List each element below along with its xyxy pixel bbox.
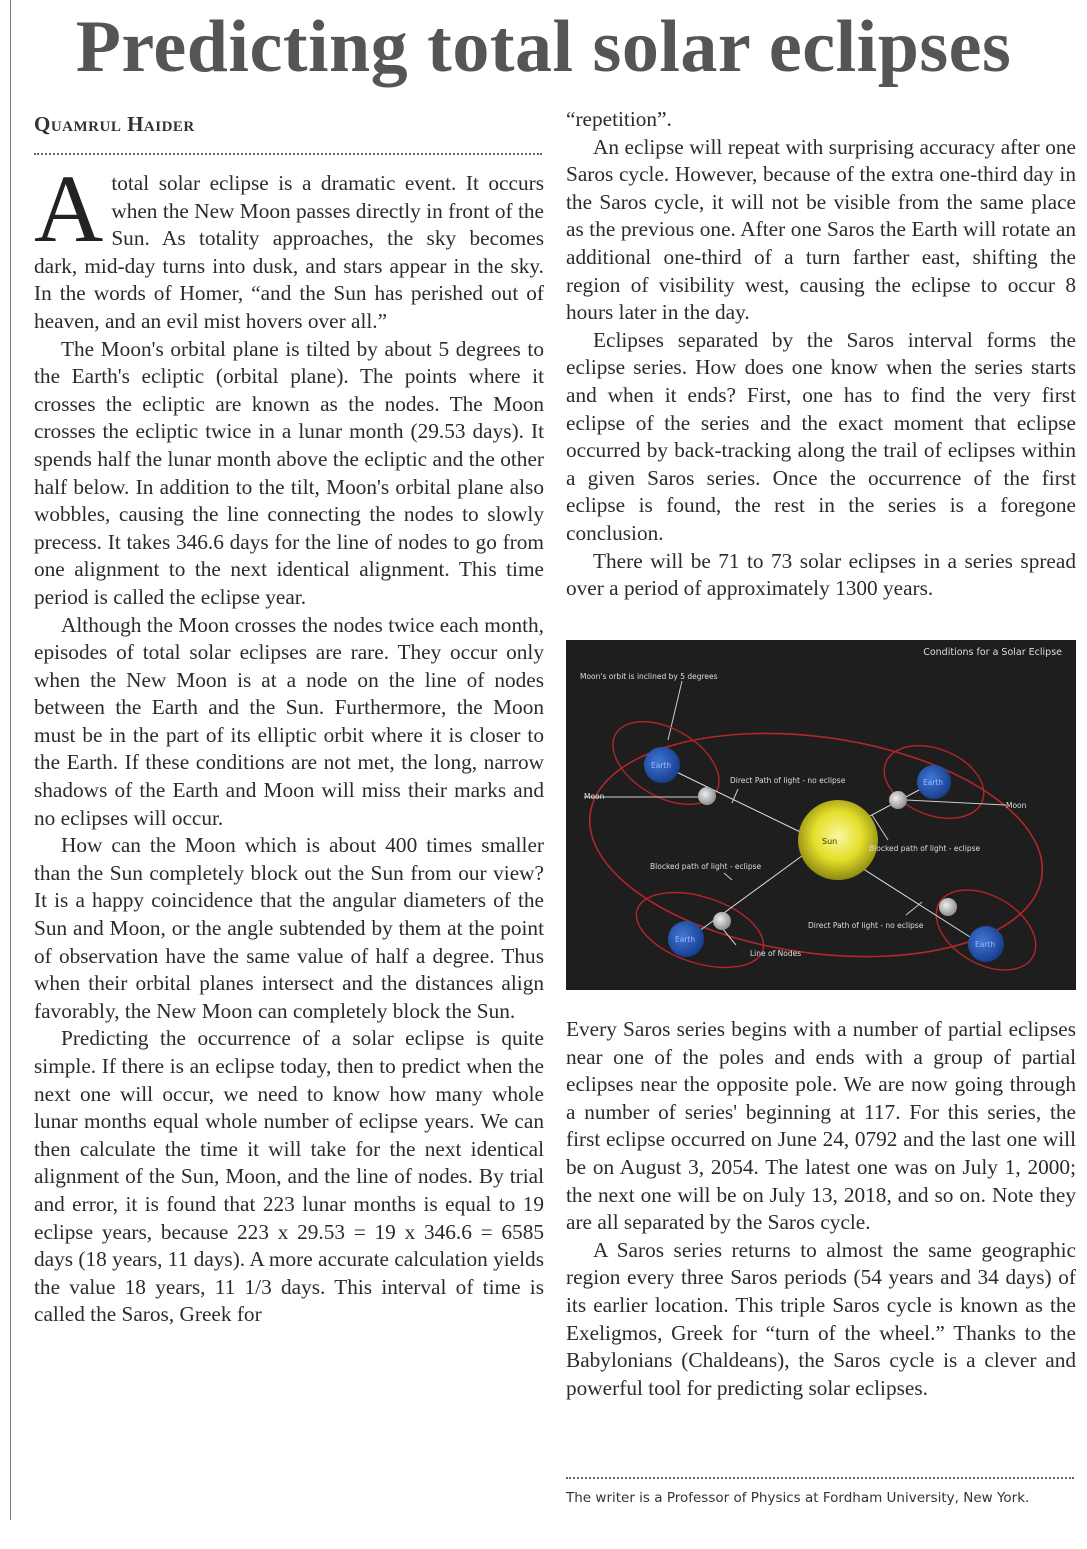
moon-lower-left xyxy=(713,912,731,930)
direct-path-top-label: Direct Path of light - no eclipse xyxy=(730,776,846,785)
paragraph-exeligmos: A Saros series returns to almost the same geographic region every three Saros periods (54 years and 34 days) of its earlier location. This triple Saros cycle is known as the Exeligmos, Greek for “turn of the wheel.” Thanks to the Babylonians (Chaldeans), the Saros cycle is a clever and powerful tool for predicting solar eclipses. xyxy=(566,1237,1076,1400)
earth-label-lower-left: Earth xyxy=(675,935,696,944)
direct-path-bottom-label: Direct Path of light - no eclipse xyxy=(808,921,924,930)
author-byline: Quamrul Haider xyxy=(34,112,195,136)
eclipse-diagram xyxy=(566,640,1076,990)
sun-label: Sun xyxy=(822,837,838,846)
blocked-path-right-label: Blocked path of light - eclipse xyxy=(869,844,981,853)
column-left xyxy=(34,155,544,1329)
paragraph-series-count: There will be 71 to 73 solar eclipses in a series spread over a period of approximately 1300 years. xyxy=(566,548,1076,601)
inclined-orbit-label: Moon's orbit is inclined by 5 degrees xyxy=(580,672,718,681)
moon-lower-right xyxy=(939,898,957,916)
byline-divider xyxy=(34,153,542,155)
moon-upper-right xyxy=(889,791,907,809)
line-of-nodes-label: Line of Nodes xyxy=(750,949,802,958)
paragraph-series-begin: Every Saros series begins with a number of partial eclipses near one of the poles and ends with a group of partial eclipses near the opposite pole. We are now going through a number of series' beginning at 117. For this series, the first eclipse occurred on June 24, 0792 and the last one will be on August 3, 2054. The latest one was on July 1, 2000; the next one will be on July 13, 2018, and so on. Note they are all separated by the Saros cycle. xyxy=(566,1017,1076,1235)
paragraph-intro xyxy=(34,155,544,336)
sun xyxy=(798,800,878,880)
column-right-bottom xyxy=(566,1016,1076,1402)
moon-label-left: Moon xyxy=(584,792,605,801)
diagram-title: Conditions for a Solar Eclipse xyxy=(923,647,1062,658)
paragraph-angular-diameter: How can the Moon which is about 400 times smaller than the Sun completely block out the Sun from our view? It is a happy coincidence that the angular diameters of the Sun and Moon, or the angle subtended by them at the point of observation have the same value of half a degree. Thus when their orbital planes intersect and the distances align favorably, the New Moon can completely block the Sun. xyxy=(34,833,544,1023)
moon-label-right: Moon xyxy=(1006,801,1027,810)
paragraph-orbital-plane: The Moon's orbital plane is tilted by about 5 degrees to the Earth's ecliptic (orbital plane). The points where it crosses the ecliptic are known as the nodes. The Moon crosses the ecliptic twice in a lunar month (29.53 days). It spends half the lunar month above the ecliptic and the other half below. In addition to the tilt, Moon's orbital plane also wobbles, causing the line connecting the nodes to slowly precess. It takes 346.6 days for the line of nodes to go from one alignment to the next identical alignment. This time period is called the eclipse year. xyxy=(34,336,544,609)
blocked-path-left-label: Blocked path of light - eclipse xyxy=(650,862,762,871)
column-right-top xyxy=(566,106,1076,603)
earth-label-lower-right: Earth xyxy=(975,940,996,949)
paragraph-saros-repeat: An eclipse will repeat with surprising accuracy after one Saros cycle. However, because of the extra one-third day in the Saros cycle, it will not be visible from the same place as the previous one. After one Saros the Earth will rotate an additional one-third of a turn farther east, shifting the region of visibility west, causing the eclipse to occur 8 hours later in the day. xyxy=(566,134,1076,325)
article-title: Predicting total solar eclipses xyxy=(75,6,1012,88)
paragraph-repetition: “repetition”. xyxy=(566,107,672,131)
paragraph-intro-text: total solar eclipse is a dramatic event. It occurs when the New Moon passes directly in front of the Sun. As totality approaches, the sky becomes dark, mid-day turns into dusk, and stars appear in the sky. In the words of Homer, “and the Sun has perished out of heaven, and an evil mist hovers over all.” xyxy=(34,171,544,333)
paragraph-eclipse-series: Eclipses separated by the Saros interval forms the eclipse series. How does one know when the series starts and when it ends? First, one has to find the very first eclipse of the series and the exact moment that eclipse occurred by back-tracking along the trail of eclipses within a given Saros series. Once the occurrence of the first eclipse is found, the rest in the series is a foregone conclusion. xyxy=(566,327,1076,545)
drop-cap: A xyxy=(34,155,104,262)
moon-upper-left xyxy=(698,787,716,805)
earth-label-upper-right: Earth xyxy=(923,778,944,787)
footer-divider xyxy=(566,1477,1074,1479)
paragraph-prediction: Predicting the occurrence of a solar eclipse is quite simple. If there is an eclipse today, then to predict when the next one will occur, we need to know how many whole lunar months equal whole number of eclipse years. We can then calculate the time it will take for the next identical alignment of the Sun, Moon, and the line of nodes. By trial and error, it is found that 223 lunar months is equal to 19 eclipse years, because 223 x 29.53 = 19 x 346.6 = 6585 days (18 years, 11 days). A more accurate calculation yields the value 18 years, 11 1/3 days. This interval of time is called the Saros, Greek for xyxy=(34,1026,544,1327)
paragraph-rare-eclipses: Although the Moon crosses the nodes twice each month, episodes of total solar eclipses are rare. They occur only when the New Moon is at a node on the line of nodes between the Earth and the Sun. Furthermore, the Moon must be in the part of its elliptic orbit where it is closer to the Earth. If these conditions are not met, the long, narrow shadows of the Earth and Moon will miss their marks and no eclipses will occur. xyxy=(34,612,544,830)
left-column-rule xyxy=(10,0,11,1520)
author-note: The writer is a Professor of Physics at Fordham University, New York. xyxy=(566,1490,1030,1506)
earth-label-upper-left: Earth xyxy=(651,761,672,770)
